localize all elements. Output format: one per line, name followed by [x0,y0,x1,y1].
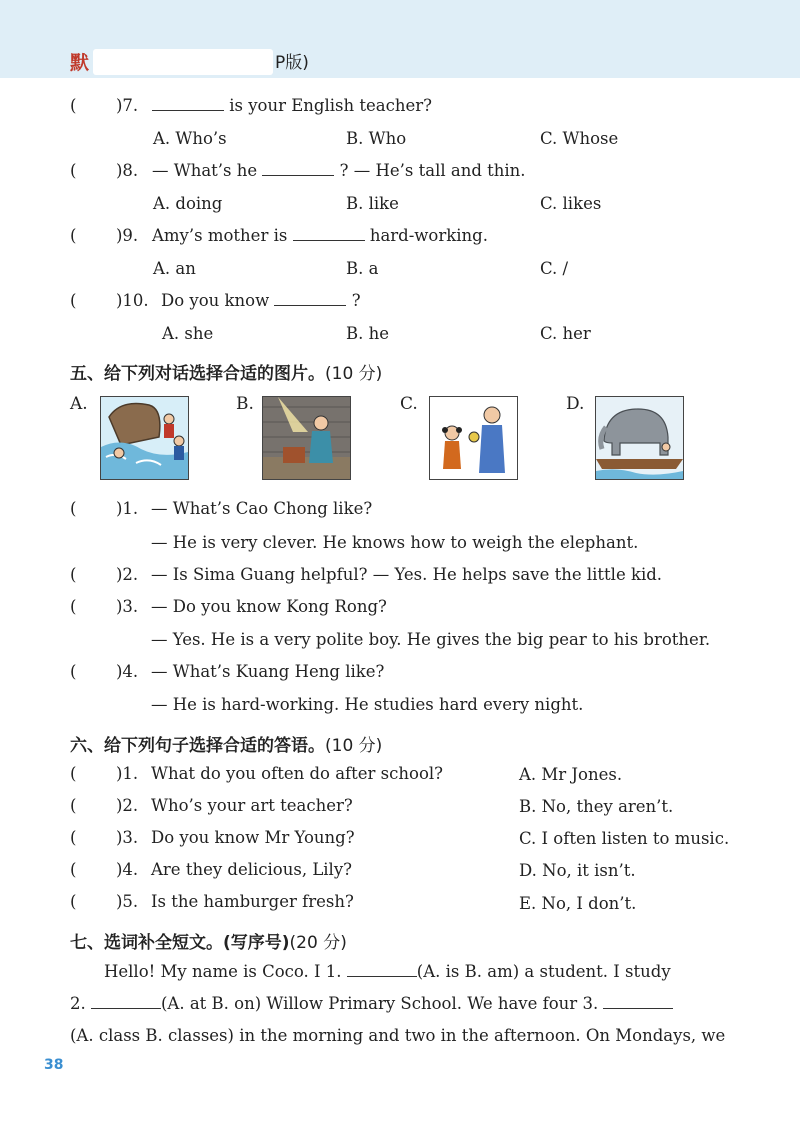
page-header-band [0,0,800,78]
option-a: A. an [153,259,196,278]
picture-label-b: B. [236,394,254,414]
question-text: is your English teacher? [152,96,432,116]
question-text: Amy’s mother is hard-working. [152,226,488,245]
question-text: Who’s your art teacher? [151,796,353,815]
option-b: B. he [346,324,390,343]
question-number: )8. [116,161,139,180]
question-number: )5. [116,892,139,911]
answer-paren[interactable]: ( [70,597,77,616]
cloze-blank-3[interactable] [603,994,673,1009]
dialogue-line: — He is hard-working. He studies hard every night. [151,695,584,714]
question-number: )2. [116,796,139,815]
boy-rescue-water-vat-icon [100,396,189,480]
question-number: )4. [116,662,139,681]
cloze-line-1: Hello! My name is Coco. I 1. (A. is B. am) a student. I study [104,962,671,981]
fill-blank[interactable] [293,226,365,241]
question-text: Do you know Mr Young? [151,828,355,847]
answer-choice: C. I often listen to music. [519,829,730,848]
question-number: )3. [116,828,139,847]
header-tag: 默 [70,52,90,74]
studying-by-borrowed-light-icon [262,396,351,480]
cloze-line-3: (A. class B. classes) in the morning and two in the afternoon. On Mondays, we [70,1026,726,1045]
answer-choice: A. Mr Jones. [519,765,623,784]
header-mask [93,49,273,75]
question-number: )10. [116,291,149,310]
answer-paren[interactable]: ( [70,892,77,911]
fill-blank[interactable] [152,96,224,111]
question-number: )7. [116,96,139,115]
giving-pear-icon [429,396,518,480]
answer-paren[interactable]: ( [70,662,77,681]
question-number: )3. [116,597,139,616]
elephant-on-boat-icon [595,396,684,480]
option-b: B. like [346,194,399,213]
question-text: What do you often do after school? [151,764,444,783]
cloze-blank-1[interactable] [347,962,417,977]
fill-blank[interactable] [274,291,346,306]
question-number: )4. [116,860,139,879]
question-number: )9. [116,226,139,245]
answer-paren[interactable]: ( [70,764,77,783]
question-number: )2. [116,565,139,584]
section-6-title: 六、给下列句子选择合适的答语。(10 分) [70,736,383,756]
answer-paren[interactable]: ( [70,161,77,180]
dialogue-line: — Yes. He is a very polite boy. He gives the big pear to his brother. [151,630,711,649]
answer-paren[interactable]: ( [70,828,77,847]
section-7-title: 七、选词补全短文。(写序号)(20 分) [70,933,347,953]
question-text: Are they delicious, Lily? [151,860,352,879]
dialogue-line: — He is very clever. He knows how to weigh the elephant. [151,533,639,552]
answer-choice: D. No, it isn’t. [519,861,636,880]
picture-label-c: C. [400,394,418,414]
cloze-line-2: 2. (A. at B. on) Willow Primary School. We have four 3. [70,994,673,1014]
answer-paren[interactable]: ( [70,860,77,879]
option-c: C. her [540,324,591,343]
question-number: )1. [116,499,139,518]
picture-label-d: D. [566,394,585,414]
option-a: A. doing [153,194,223,213]
option-a: A. she [162,324,214,343]
question-text: Is the hamburger fresh? [151,892,354,911]
option-c: C. Whose [540,129,619,148]
question-text: — What’s he ? — He’s tall and thin. [152,161,526,180]
header-version: P版) [275,53,309,73]
question-text: Do you know ? [161,291,361,310]
answer-paren[interactable]: ( [70,796,77,815]
dialogue-line: — What’s Cao Chong like? [151,499,373,518]
question-number: )1. [116,764,139,783]
option-b: B. a [346,259,379,278]
cloze-blank-2[interactable] [91,994,161,1009]
dialogue-line: — What’s Kuang Heng like? [151,662,385,681]
section-5-title: 五、给下列对话选择合适的图片。(10 分) [70,364,383,384]
answer-paren[interactable]: ( [70,565,77,584]
option-c: C. / [540,259,569,278]
answer-paren[interactable]: ( [70,226,77,245]
dialogue-line: — Do you know Kong Rong? [151,597,387,616]
fill-blank[interactable] [262,161,334,176]
option-a: A. Who’s [153,129,227,148]
answer-paren[interactable]: ( [70,499,77,518]
option-b: B. Who [346,129,407,148]
answer-choice: E. No, I don’t. [519,894,637,913]
dialogue-line: — Is Sima Guang helpful? — Yes. He helps save the little kid. [151,565,663,584]
option-c: C. likes [540,194,602,213]
page-number: 38 [44,1057,64,1073]
picture-label-a: A. [70,394,88,414]
answer-choice: B. No, they aren’t. [519,797,674,816]
answer-paren[interactable]: ( [70,291,77,310]
answer-paren[interactable]: ( [70,96,77,115]
